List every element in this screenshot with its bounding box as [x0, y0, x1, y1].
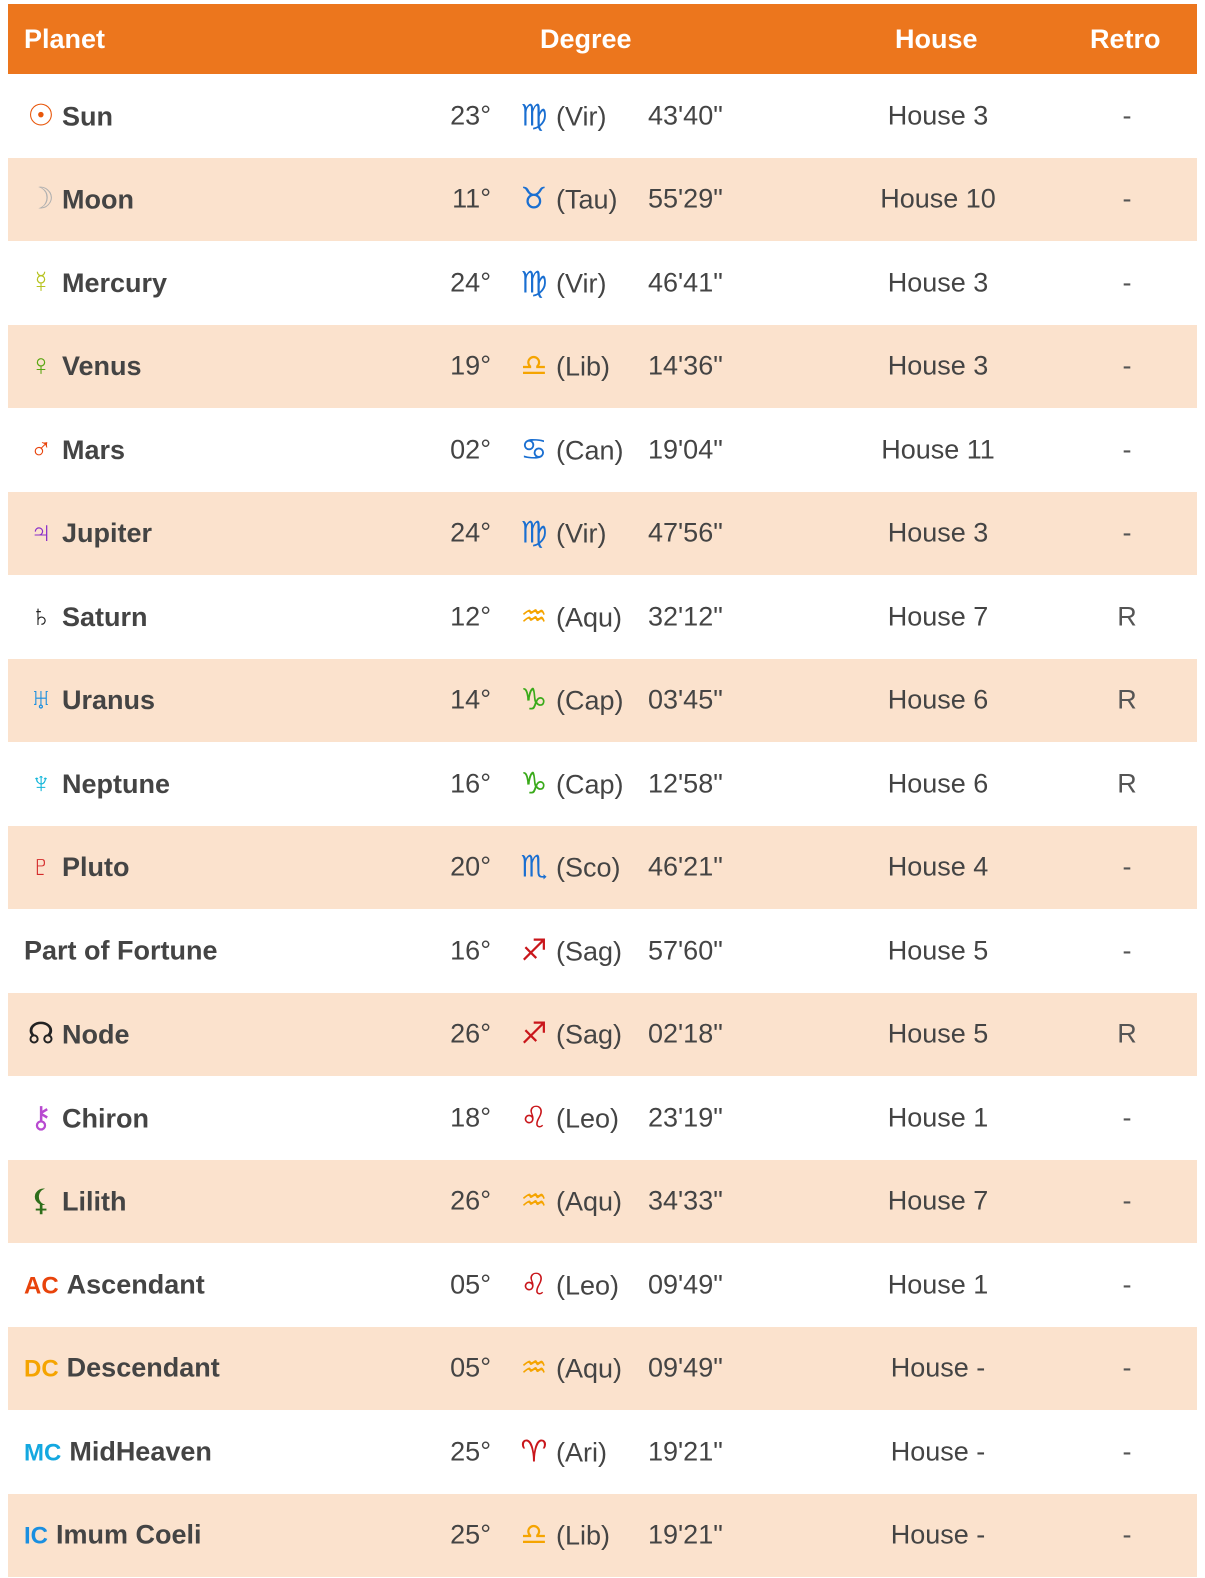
planet-name: Chiron [62, 1103, 149, 1134]
zodiac-sign-icon: ♏ [520, 850, 548, 884]
sign-cell [516, 182, 618, 217]
saturn-icon: ♄ [29, 599, 53, 633]
sign-cell [516, 432, 624, 467]
minutes-value: 23'19" [648, 1102, 723, 1133]
sign-abbrev: (Leo) [556, 1103, 620, 1134]
zodiac-sign-icon: ♍ [520, 99, 548, 133]
degree-value: 16° [450, 768, 491, 799]
retro-value: - [1122, 1352, 1132, 1383]
sign-cell [516, 1351, 622, 1386]
house-value: House 3 [887, 517, 989, 548]
minutes-value: 12'58" [648, 768, 723, 799]
planet-cell [24, 1353, 220, 1384]
sign-cell [516, 265, 607, 300]
minutes-value: 57'60" [648, 935, 723, 966]
sign-abbrev: (Leo) [556, 1270, 620, 1301]
lilith-icon: ⚸ [30, 1184, 52, 1218]
retro-value: - [1122, 1436, 1132, 1467]
sign-cell [516, 599, 622, 634]
planet-cell [24, 433, 125, 467]
degree-value: 24° [450, 517, 491, 548]
planet-cell [24, 1184, 126, 1219]
sign-cell [516, 766, 624, 801]
zodiac-sign-icon: ♈ [520, 1435, 548, 1469]
zodiac-sign-icon: ♍ [520, 516, 548, 550]
sign-abbrev: (Lib) [556, 1520, 611, 1551]
planet-cell [24, 182, 134, 217]
header-planet: Planet [24, 24, 106, 54]
planet-cell [24, 683, 155, 717]
degree-value: 16° [450, 935, 491, 966]
table-row [8, 1076, 1197, 1160]
planet-name: Moon [62, 184, 134, 215]
house-value: House 3 [887, 100, 989, 131]
zodiac-sign-icon: ♌ [520, 1101, 548, 1135]
planet-cell [24, 935, 218, 966]
descendant-icon: DC [24, 1355, 59, 1383]
table-header [8, 4, 1197, 74]
retro-value: - [1122, 935, 1132, 966]
planet-cell [24, 1100, 149, 1135]
retro-value: R [1117, 768, 1137, 799]
retro-value: - [1122, 267, 1132, 298]
minutes-value: 55'29" [648, 183, 723, 214]
house-value: House 7 [887, 1185, 989, 1216]
zodiac-sign-icon: ♐ [520, 1017, 548, 1051]
house-value: House 5 [887, 935, 989, 966]
minutes-value: 19'21" [648, 1436, 723, 1467]
degree-value: 12° [450, 601, 491, 632]
sign-abbrev: (Sco) [556, 852, 621, 883]
sign-cell [516, 1100, 619, 1135]
house-value: House - [890, 1519, 986, 1550]
house-value: House 11 [881, 434, 995, 465]
house-value: House - [890, 1436, 986, 1467]
planet-name: MidHeaven [69, 1436, 212, 1467]
planet-name: Descendant [66, 1352, 220, 1383]
planet-cell [24, 516, 152, 550]
planet-cell [24, 1269, 205, 1300]
planet-name: Mars [62, 434, 126, 465]
table-row [8, 575, 1197, 659]
table-row [8, 1327, 1197, 1411]
degree-value: 23° [450, 100, 491, 131]
house-value: House 4 [887, 851, 989, 882]
sign-abbrev: (Sag) [556, 1019, 623, 1050]
minutes-value: 09'49" [648, 1352, 723, 1383]
planet-name: Pluto [62, 852, 130, 883]
sign-cell [516, 1518, 610, 1553]
retro-value: R [1117, 684, 1137, 715]
table-row [8, 1160, 1197, 1244]
retro-value: - [1122, 1102, 1132, 1133]
planet-name: Lilith [62, 1186, 127, 1217]
jupiter-icon: ♃ [29, 516, 53, 550]
planet-cell [24, 1520, 202, 1551]
degree-value: 05° [450, 1352, 491, 1383]
degree-value: 02° [450, 434, 491, 465]
imum-coeli-icon: IC [24, 1522, 48, 1550]
zodiac-sign-icon: ♋ [520, 433, 548, 467]
table-row [8, 1410, 1197, 1494]
house-value: House - [890, 1352, 986, 1383]
retro-value: - [1122, 434, 1132, 465]
node-icon: ☊ [27, 1017, 55, 1051]
degree-value: 26° [450, 1185, 491, 1216]
planet-name: Ascendant [66, 1269, 205, 1300]
sign-cell [516, 98, 607, 133]
planet-name: Part of Fortune [24, 935, 218, 966]
sign-abbrev: (Aqu) [556, 1353, 623, 1384]
retro-value: - [1122, 1185, 1132, 1216]
planet-name: Saturn [62, 601, 148, 632]
sign-cell [516, 349, 610, 384]
table-row [8, 1494, 1197, 1578]
zodiac-sign-icon: ♒ [520, 1351, 548, 1385]
planet-name: Sun [62, 101, 113, 132]
table-row [8, 492, 1197, 576]
venus-icon: ♀ [29, 349, 53, 383]
table-row [8, 1243, 1197, 1327]
moon-icon: ☽ [27, 182, 55, 216]
house-value: House 10 [880, 183, 996, 214]
sun-icon: ☉ [27, 99, 55, 133]
retro-value: - [1122, 517, 1132, 548]
planet-cell [24, 1436, 212, 1467]
sign-cell [516, 1017, 622, 1052]
sign-cell [516, 1184, 622, 1219]
minutes-value: 46'21" [648, 851, 723, 882]
sign-abbrev: (Vir) [556, 518, 607, 549]
house-value: House 1 [887, 1269, 989, 1300]
sign-cell [516, 850, 621, 885]
zodiac-sign-icon: ♐ [520, 934, 548, 968]
retro-value: - [1122, 1519, 1132, 1550]
minutes-value: 09'49" [648, 1269, 723, 1300]
table-row [8, 909, 1197, 993]
planet-cell [24, 600, 148, 634]
minutes-value: 46'41" [648, 267, 723, 298]
degree-value: 26° [450, 1018, 491, 1049]
minutes-value: 34'33" [648, 1185, 723, 1216]
planet-name: Jupiter [62, 518, 153, 549]
retro-value: - [1122, 851, 1132, 882]
zodiac-sign-icon: ♎ [520, 349, 548, 383]
pluto-icon: ♇ [29, 850, 53, 884]
sign-cell [516, 933, 622, 968]
minutes-value: 32'12" [648, 601, 723, 632]
table-row [8, 241, 1197, 325]
sign-abbrev: (Sag) [556, 936, 623, 967]
retro-value: R [1117, 601, 1137, 632]
house-value: House 3 [887, 350, 989, 381]
ascendant-icon: AC [24, 1272, 59, 1300]
planet-cell [24, 1017, 130, 1052]
planet-cell [24, 349, 142, 383]
zodiac-sign-icon: ♌ [520, 1268, 548, 1302]
degree-value: 14° [450, 684, 491, 715]
sign-cell [516, 1267, 619, 1302]
house-value: House 1 [887, 1102, 989, 1133]
retro-value: - [1122, 100, 1132, 131]
zodiac-sign-icon: ♉ [520, 182, 548, 216]
header-degree: Degree [540, 24, 632, 54]
planet-name: Uranus [62, 685, 156, 716]
degree-value: 25° [450, 1436, 491, 1467]
planet-name: Venus [62, 351, 142, 382]
table-row [8, 742, 1197, 826]
degree-value: 24° [450, 267, 491, 298]
retro-value: R [1117, 1018, 1137, 1049]
planet-cell [24, 266, 167, 300]
sign-abbrev: (Ari) [556, 1437, 607, 1468]
zodiac-sign-icon: ♑ [520, 767, 548, 801]
table-row [8, 158, 1197, 242]
retro-value: - [1122, 350, 1132, 381]
house-value: House 6 [887, 768, 989, 799]
minutes-value: 43'40" [648, 100, 723, 131]
planet-cell [24, 767, 170, 801]
table-row [8, 826, 1197, 910]
zodiac-sign-icon: ♎ [520, 1518, 548, 1552]
degree-value: 25° [450, 1519, 491, 1550]
sign-abbrev: (Vir) [556, 101, 607, 132]
table-row [8, 408, 1197, 492]
chiron-icon: ⚷ [30, 1101, 52, 1135]
planet-name: Neptune [62, 768, 170, 799]
sign-cell [516, 516, 607, 551]
mars-icon: ♂ [29, 432, 53, 466]
degree-value: 11° [452, 183, 491, 214]
minutes-value: 14'36" [648, 350, 723, 381]
sign-abbrev: (Tau) [556, 184, 618, 215]
sign-cell [516, 683, 624, 718]
minutes-value: 19'21" [648, 1519, 723, 1550]
house-value: House 5 [887, 1018, 989, 1049]
table-body [8, 74, 1197, 1577]
minutes-value: 47'56" [648, 517, 723, 548]
planet-name: Mercury [62, 267, 168, 298]
uranus-icon: ♅ [29, 683, 53, 717]
house-value: House 3 [887, 267, 989, 298]
table-row [8, 993, 1197, 1077]
table-row [8, 74, 1197, 158]
planet-name: Node [62, 1019, 130, 1050]
header-house: House [895, 24, 978, 54]
house-value: House 6 [887, 684, 989, 715]
planet-cell [24, 850, 130, 884]
sign-abbrev: (Can) [556, 435, 624, 466]
minutes-value: 03'45" [648, 684, 723, 715]
table-row [8, 659, 1197, 743]
sign-abbrev: (Cap) [556, 769, 624, 800]
neptune-icon: ♆ [29, 766, 53, 800]
planet-positions-table [8, 4, 1197, 1577]
mercury-icon: ☿ [29, 265, 53, 299]
house-value: House 7 [887, 601, 989, 632]
retro-value: - [1122, 183, 1132, 214]
degree-value: 20° [450, 851, 491, 882]
zodiac-sign-icon: ♒ [520, 600, 548, 634]
sign-abbrev: (Aqu) [556, 602, 623, 633]
degree-value: 18° [450, 1102, 491, 1133]
sign-abbrev: (Aqu) [556, 1186, 623, 1217]
minutes-value: 02'18" [648, 1018, 723, 1049]
zodiac-sign-icon: ♍ [520, 266, 548, 300]
zodiac-sign-icon: ♑ [520, 683, 548, 717]
header-retro: Retro [1090, 24, 1161, 54]
sign-abbrev: (Lib) [556, 351, 611, 382]
degree-value: 19° [450, 350, 491, 381]
minutes-value: 19'04" [648, 434, 723, 465]
zodiac-sign-icon: ♒ [520, 1184, 548, 1218]
table-row [8, 325, 1197, 409]
sign-cell [516, 1434, 607, 1469]
sign-abbrev: (Vir) [556, 268, 607, 299]
retro-value: - [1122, 1269, 1132, 1300]
degree-value: 05° [450, 1269, 491, 1300]
planet-name: Imum Coeli [56, 1519, 202, 1550]
midheaven-icon: MC [24, 1439, 62, 1467]
sign-abbrev: (Cap) [556, 685, 624, 716]
planet-cell [24, 98, 113, 133]
